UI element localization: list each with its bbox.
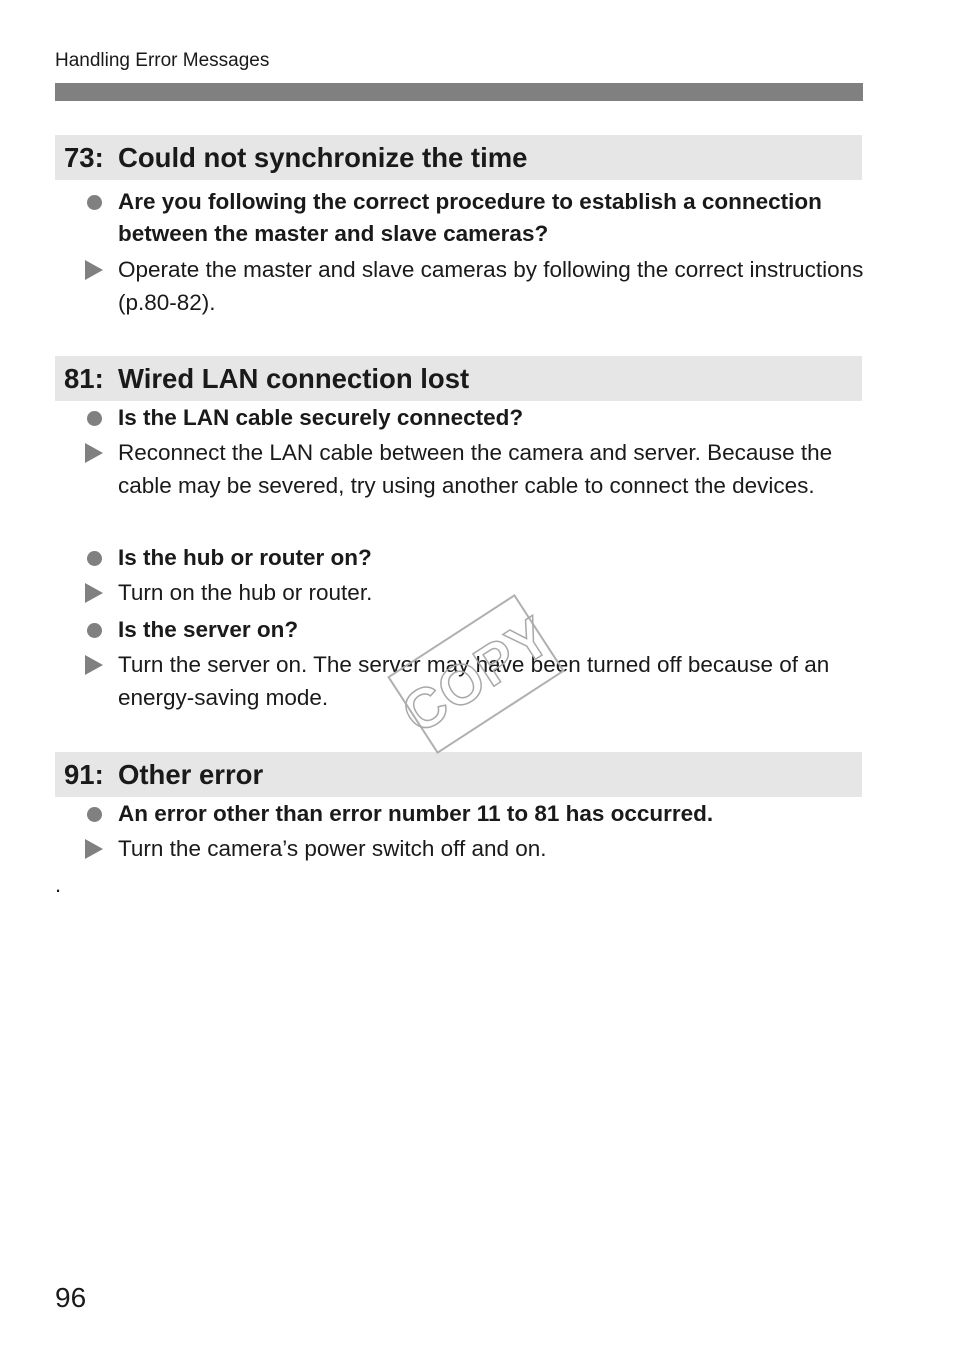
question-text: Is the LAN cable securely connected?	[118, 405, 524, 430]
question-item	[80, 798, 870, 830]
triangle-right-icon	[80, 253, 108, 286]
error-code: 81:	[64, 362, 104, 394]
question-text: An error other than error number 11 to 81 has occurred.	[118, 801, 714, 826]
page-number: 96	[55, 1282, 87, 1313]
answer-item	[80, 253, 870, 319]
stray-mark: .	[55, 872, 62, 897]
triangle-right-icon	[80, 436, 108, 469]
bullet-dot-icon	[80, 798, 108, 830]
running-head: Handling Error Messages	[55, 50, 270, 71]
error-code: 91:	[64, 758, 104, 790]
bullet-dot-icon	[80, 402, 108, 434]
bullet-dot-icon	[80, 186, 108, 218]
question-item	[80, 402, 870, 434]
question-text: Are you following the correct procedure to establish a connection between the master and slave cameras?	[118, 189, 822, 246]
section-header-81	[55, 356, 862, 401]
triangle-right-icon	[80, 576, 108, 609]
answer-item	[80, 832, 870, 865]
copy-watermark: COPY	[387, 594, 565, 754]
answer-text: Turn on the hub or router.	[118, 580, 373, 605]
answer-item	[80, 436, 870, 502]
answer-text: Reconnect the LAN cable between the camera and server. Because the cable may be severed, try using another cable to connect the devices.	[118, 440, 833, 498]
section-title: Wired LAN connection lost	[118, 362, 470, 394]
question-item	[80, 542, 870, 574]
answer-text: Operate the master and slave cameras by following the correct instructions (p.80-82).	[118, 257, 864, 315]
answer-text: Turn the server on. The server may have been turned off because of an energy-saving mode.	[118, 652, 830, 710]
question-text: Is the server on?	[118, 617, 299, 642]
question-item	[80, 186, 870, 250]
question-text: Is the hub or router on?	[118, 545, 372, 570]
header-rule	[55, 83, 863, 101]
bullet-dot-icon	[80, 614, 108, 646]
section-title: Other error	[118, 758, 264, 790]
answer-item	[80, 576, 870, 609]
triangle-right-icon	[80, 832, 108, 865]
bullet-dot-icon	[80, 542, 108, 574]
section-title: Could not synchronize the time	[118, 141, 528, 173]
section-header-91	[55, 752, 862, 797]
section-header-73	[55, 135, 862, 180]
error-code: 73:	[64, 141, 104, 173]
answer-text: Turn the camera’s power switch off and on.	[118, 836, 547, 861]
triangle-right-icon	[80, 648, 108, 681]
